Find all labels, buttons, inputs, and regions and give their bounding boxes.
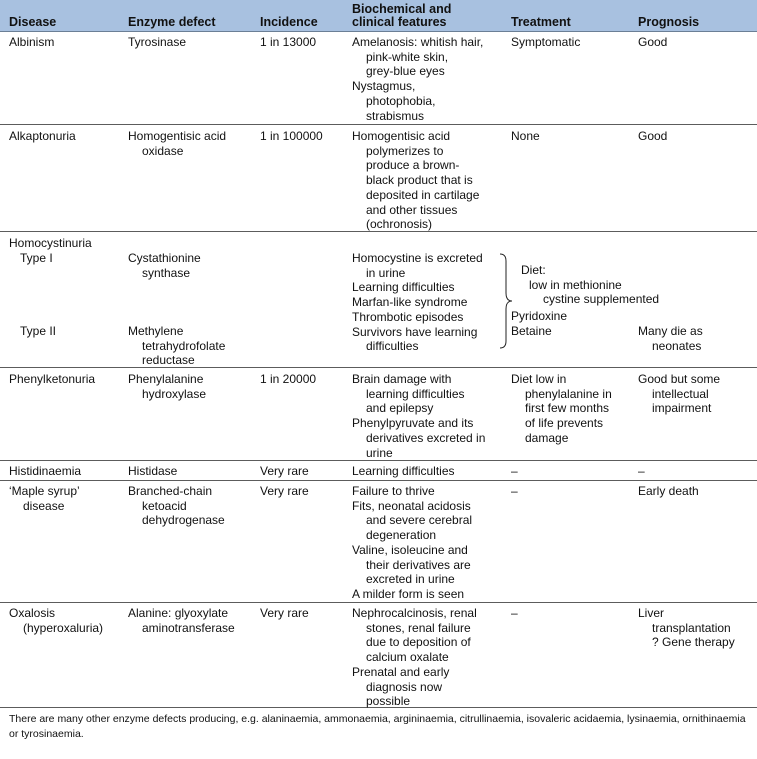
homocystinuria-type2: Type II xyxy=(20,324,57,338)
table-row xyxy=(0,481,757,603)
disease-homocystinuria: Homocystinuria Type I xyxy=(9,236,92,265)
enzyme-homocystinuria-type2: Methylene tetrahydrofolate reductase xyxy=(128,324,226,368)
table-row xyxy=(0,368,757,461)
treatment-oxalosis: – xyxy=(511,606,518,620)
table-footnote: There are many other enzyme defects producing, e.g. alaninaemia, ammonaemia, argininaemia, citrullinaemia, isovaleric acidaemia, lysinaemia, ornithinaemia or tyrosinaemia. xyxy=(9,713,746,740)
enzyme-phenylketonuria: Phenylalanine hydroxylase xyxy=(128,372,207,401)
incidence-alkaptonuria: 1 in 100000 xyxy=(260,129,323,143)
incidence-maple-syrup: Very rare xyxy=(260,484,309,498)
treatment-histidinaemia: – xyxy=(511,464,518,478)
prognosis-oxalosis: Liver transplantation ? Gene therapy xyxy=(638,606,735,650)
features-maple-syrup: Failure to thrive Fits, neonatal acidosis and severe cerebral degeneration Valine, isoleucine and their derivatives are excreted in urine A milder form is seen xyxy=(352,484,473,601)
enzyme-homocystinuria-type1: Cystathionine synthase xyxy=(128,251,201,280)
table-row xyxy=(0,232,757,368)
table-row xyxy=(0,461,757,481)
table-row xyxy=(0,603,757,708)
homocystinuria-type1: Type I xyxy=(20,250,53,265)
header-features-line1: Biochemical and xyxy=(352,2,452,16)
header-disease: Disease xyxy=(9,15,57,29)
header-features-line2: clinical features xyxy=(352,15,447,29)
treatment-alkaptonuria: None xyxy=(511,129,540,143)
treatment-homocystinuria: Diet: low in methionine cystine supplemented xyxy=(521,263,660,307)
incidence-histidinaemia: Very rare xyxy=(260,464,309,478)
features-phenylketonuria: Brain damage with learning difficulties and epilepsy Phenylpyruvate and its derivatives excreted in urine xyxy=(352,372,486,460)
features-homocystinuria: Homocystine is excreted in urine Learning difficulties Marfan-like syndrome Thrombotic episodes Survivors have learning difficulties xyxy=(352,251,483,354)
disease-alkaptonuria: Alkaptonuria xyxy=(9,129,76,143)
table-row xyxy=(0,31,757,125)
prognosis-maple-syrup: Early death xyxy=(638,484,699,498)
prognosis-albinism: Good xyxy=(638,35,668,49)
prognosis-homocystinuria: Many die as neonates xyxy=(638,324,703,353)
header-enzyme-defect: Enzyme defect xyxy=(128,15,216,29)
treatment-pyridoxine: Pyridoxine xyxy=(511,309,568,323)
header-incidence: Incidence xyxy=(260,15,318,29)
curly-brace-icon xyxy=(498,253,514,349)
features-oxalosis: Nephrocalcinosis, renal stones, renal failure due to deposition of calcium oxalate Prenatal and early diagnosis now possible xyxy=(352,606,477,709)
disease-oxalosis: Oxalosis (hyperoxaluria) xyxy=(9,606,104,635)
header-prognosis: Prognosis xyxy=(638,15,700,29)
treatment-albinism: Symptomatic xyxy=(511,35,581,49)
enzyme-oxalosis: Alanine: glyoxylate aminotransferase xyxy=(128,606,235,635)
disease-histidinaemia: Histidinaemia xyxy=(9,464,82,478)
disease-phenylketonuria: Phenylketonuria xyxy=(9,372,96,386)
treatment-phenylketonuria: Diet low in phenylalanine in first few months of life prevents damage xyxy=(511,372,612,445)
features-alkaptonuria: Homogentisic acid polymerizes to produce a brown- black product that is deposited in cartilage and other tissues (ochronosis) xyxy=(352,129,480,232)
table-header xyxy=(0,0,757,32)
enzyme-maple-syrup: Branched-chain ketoacid dehydrogenase xyxy=(128,484,225,528)
features-albinism: Amelanosis: whitish hair, pink-white skin, grey-blue eyes Nystagmus, photophobia, strabismus xyxy=(352,35,484,123)
treatment-maple-syrup: – xyxy=(511,484,518,498)
prognosis-histidinaemia: – xyxy=(638,464,645,478)
prognosis-phenylketonuria: Good but some intellectual impairment xyxy=(638,372,721,416)
disease-albinism: Albinism xyxy=(9,35,55,49)
incidence-albinism: 1 in 13000 xyxy=(260,35,317,49)
features-histidinaemia: Learning difficulties xyxy=(352,464,455,478)
incidence-phenylketonuria: 1 in 20000 xyxy=(260,372,317,386)
enzyme-histidinaemia: Histidase xyxy=(128,464,178,478)
table-row xyxy=(0,125,757,232)
incidence-oxalosis: Very rare xyxy=(260,606,309,620)
enzyme-albinism: Tyrosinase xyxy=(128,35,187,49)
enzyme-alkaptonuria: Homogentisic acid oxidase xyxy=(128,129,227,158)
treatment-betaine: Betaine xyxy=(511,324,552,338)
prognosis-alkaptonuria: Good xyxy=(638,129,668,143)
header-treatment: Treatment xyxy=(511,15,571,29)
disease-maple-syrup: ‘Maple syrup’ disease xyxy=(9,484,80,513)
